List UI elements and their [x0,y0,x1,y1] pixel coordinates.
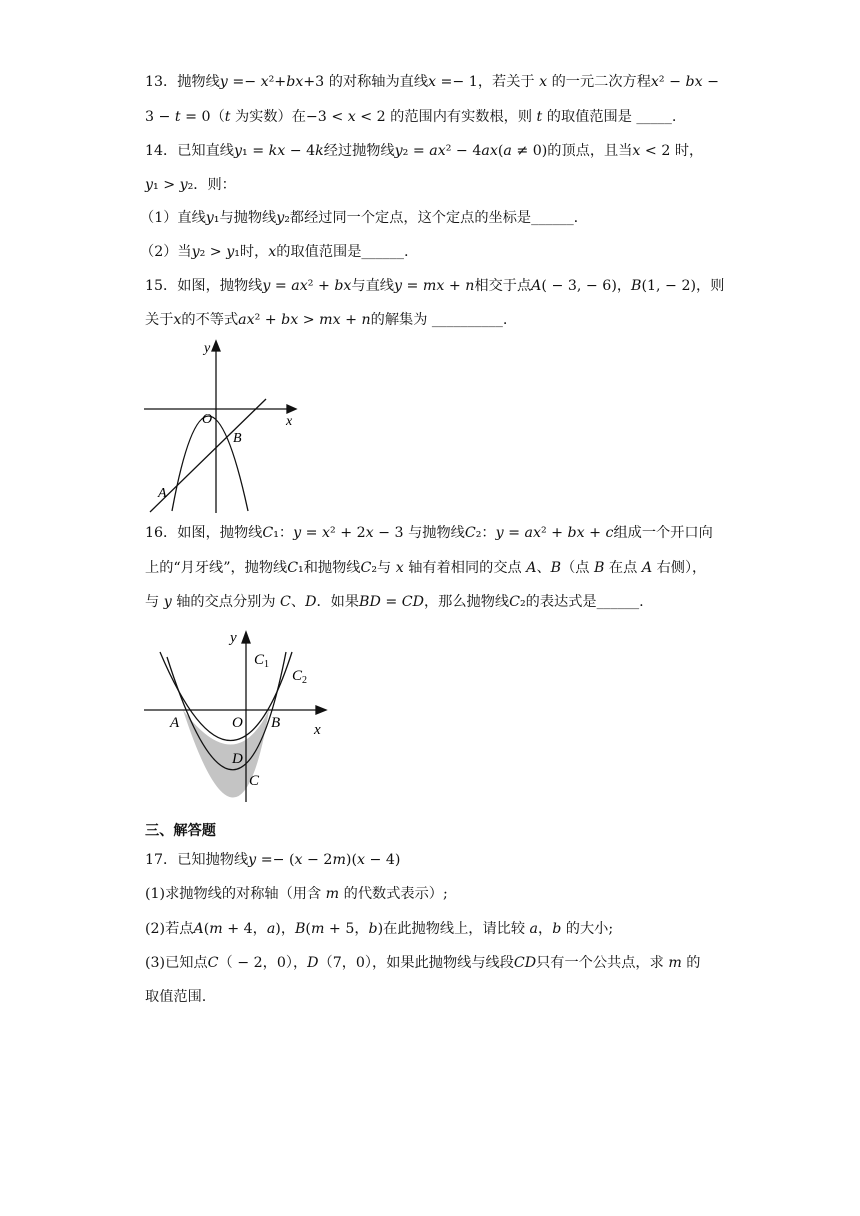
q16-label-c2-sub: 2 [302,675,308,686]
q15-label-o: O [202,412,213,427]
q16-label-y: y [230,630,237,646]
q17-part-3a: (3)已知点𝐶（ − 2，0），𝐷（7，0），如果此抛物线与线段𝐶𝐷只有一个公共点，求 𝑚 的 [145,955,701,971]
q15-line-2: 关于𝑥的不等式𝑎𝑥² + 𝑏𝑥 > 𝑚𝑥 + 𝑛的解集为 __________. [145,312,508,328]
q15-label-b: B [233,431,242,446]
q15-label-a: A [158,486,167,501]
q15-y-arrow [212,341,220,351]
q15-line-1: 15．如图，抛物线𝑦 = 𝑎𝑥² + 𝑏𝑥与直线𝑦 = 𝑚𝑥 + 𝑛相交于点𝐴( − 3, − 6)，𝐵(1, − 2)，则 [145,278,725,294]
q16-label-c1-sub: 1 [264,659,270,670]
q17-line-1: 17．已知抛物线𝑦 =− (𝑥 − 2𝑚)(𝑥 − 4) [145,852,401,868]
q13-line-1: 13．抛物线𝑦 =− 𝑥²+𝑏𝑥+3 的对称轴为直线𝑥 =− 1，若关于 𝑥 的一元二次方程𝑥² − 𝑏𝑥 − [145,74,719,90]
q17-part-3b: 取值范围. [145,989,207,1005]
q14-line-1: 14．已知直线𝑦₁ = 𝑘𝑥 − 4𝑘经过抛物线𝑦₂ = 𝑎𝑥² − 4𝑎𝑥(𝑎 ≠ 0)的顶点，且当𝑥 < 2 时， [145,143,704,159]
q16-label-o: O [232,715,243,731]
q14-line-2: 𝑦₁ > 𝑦₂．则： [145,177,236,193]
q17-part-2: (2)若点𝐴(𝑚 + 4，𝑎)，𝐵(𝑚 + 5，𝑏)在此抛物线上，请比较 𝑎，𝑏 的大小; [145,921,614,937]
q16-label-c: C [249,773,260,789]
q15-label-y: y [204,341,211,356]
q14-part-1: （1）直线𝑦₁与抛物线𝑦₂都经过同一个定点，这个定点的坐标是______. [140,210,579,226]
q16-label-d: D [232,751,243,767]
q16-label-c2-main: C [292,668,303,684]
q17-part-1: (1)求抛物线的对称轴（用含 𝑚 的代数式表示）; [145,886,448,902]
q16-label-c1-main: C [254,652,265,668]
q16-line-3: 与 𝑦 轴的交点分别为 𝐶、𝐷．如果𝐵𝐷 = 𝐶𝐷，那么抛物线𝐶₂的表达式是______. [145,594,644,610]
q16-label-x: x [314,722,321,738]
q16-label-c1 [254,652,269,670]
section-3-title: 三、解答题 [145,823,216,839]
q16-figure [140,622,340,807]
q16-line-1: 16．如图，抛物线𝐶₁：𝑦 = 𝑥² + 2𝑥 − 3 与抛物线𝐶₂：𝑦 = 𝑎𝑥² + 𝑏𝑥 + 𝑐组成一个开口向 [145,525,713,541]
q16-label-a: A [170,715,180,731]
q14-part-2: （2）当𝑦₂ > 𝑦₁时，𝑥的取值范围是______. [140,244,409,260]
q16-x-arrow [316,706,326,714]
q16-y-arrow [242,632,250,643]
q16-label-b: B [271,715,281,731]
q15-figure [140,335,310,520]
q16-line-2: 上的“月牙线”，抛物线𝐶₁和抛物线𝐶₂与 𝑥 轴有着相同的交点 𝐴、𝐵（点 𝐵 在点 𝐴 右侧）， [145,560,707,576]
q16-label-c2 [292,668,307,686]
q15-x-arrow [287,405,296,413]
q15-label-x: x [286,414,293,429]
q13-line-2: 3 − 𝑡 = 0（𝑡 为实数）在−3 < 𝑥 < 2 的范围内有实数根，则 𝑡 的取值范围是 _____. [145,109,677,125]
